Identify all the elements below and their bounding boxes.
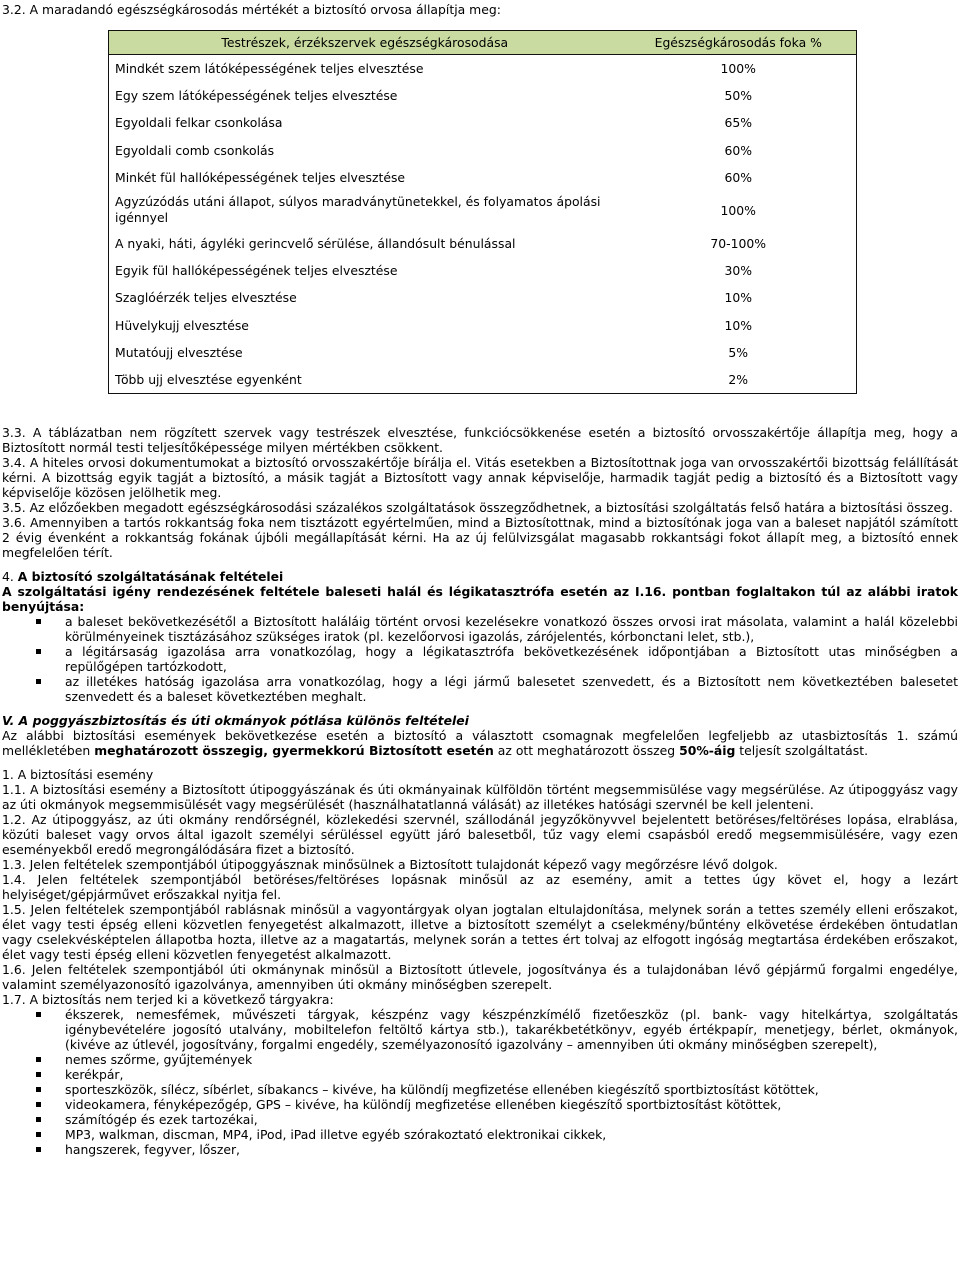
list-item <box>2 1142 958 1157</box>
paragraph-1-5: 1.5. Jelen feltételek szempontjából rablásnak minősül a vagyontárgyak olyan jogtalan eltulajdonítása, melynek során a tettes személy elleni erőszakot, élet vagy testi épség elleni közvetlen fenyegetést alkalmazott, illetve a biztosított személyt a cselekmény/bűntény elkövetése érdekében öntudatlan vagy cselekvésképtelen állapotba hozta, illetve az a magatartás, melynek során a tettes ért tolvaj az elfogott ingóság megtartása érdekében erőszakot, élet vagy testi épség elleni közvetlen fenyegetést alkalmazott. <box>2 902 958 962</box>
row-label: Agyzúzódás utáni állapot, súlyos maradványtünetekkel, és folyamatos ápolási igénnyel <box>109 191 621 229</box>
bullet-icon <box>36 679 41 684</box>
bullet-icon <box>36 1147 41 1152</box>
bullet-icon <box>36 1087 41 1092</box>
list-item <box>2 1097 958 1112</box>
row-value: 100% <box>621 191 857 229</box>
bullet-icon <box>36 1012 41 1017</box>
list-item <box>2 1082 958 1097</box>
paragraph-1-6: 1.6. Jelen feltételek szempontjából úti okmánynak minősül a Biztosított útlevele, jogosítványa és a tulajdonában lévő gépjármű forgalmi engedélye, valamint személyazonosító igazolványa, amennyiben úti okmány minőségben szerepelt. <box>2 962 958 992</box>
row-label: Egy szem látóképességének teljes elvesztése <box>109 82 621 109</box>
paragraph-1-1: 1.1. A biztosítási esemény a Biztosított útipoggyászának és úti okmányainak külföldön történt megsemmisülése vagy megsérülése. Az útipoggyász vagy az úti okmányok megsemmisülését vagy megsérülését (használhatatlanná válását) az illetékes hatósági szervnél be kell jelenteni. <box>2 782 958 812</box>
list-item-text: a légitársaság igazolása arra vonatkozólag, hogy a légikatasztrófa bekövetkezésének időpontjában a Biztosított utas minőségben a repülőgépen tartózkodott, <box>65 644 958 674</box>
table-row <box>109 55 857 82</box>
table-row <box>109 366 857 393</box>
damage-percentage-table <box>108 30 857 394</box>
row-label: Egyik fül hallóképességének teljes elvesztése <box>109 257 621 284</box>
bullet-icon <box>36 1057 41 1062</box>
section-4-heading: 4. A biztosító szolgáltatásának feltételei <box>2 569 284 584</box>
row-value: 10% <box>621 284 857 311</box>
row-label: Több ujj elvesztése egyenként <box>109 366 621 393</box>
list-item <box>2 1112 958 1127</box>
list-item <box>2 1052 958 1067</box>
row-value: 5% <box>621 339 857 366</box>
row-value: 60% <box>621 137 857 164</box>
list-item-text: MP3, walkman, discman, MP4, iPod, iPad illetve egyéb szórakoztató elektronikai cikkek, <box>65 1127 607 1142</box>
section-1-7-list <box>2 1007 958 1157</box>
table-row <box>109 257 857 284</box>
row-label: Mindkét szem látóképességének teljes elvesztése <box>109 55 621 82</box>
paragraph-1-2: 1.2. Az útipoggyász, az úti okmány rendőrségnél, közlekedési szervnél, szállodánál jegyzőkönyvvel bejelentett betöréses/feltöréses lopása, elrablása, közúti baleset vagy orvos által igazolt személyi sérüléssel együtt járó balesetből, tűz vagy elemi csapásból eredő megsemmisülésére, vagy ezen eseményekből eredő megrongálódására fizet a biztosító. <box>2 812 958 857</box>
paragraph-3-3: 3.3. A táblázatban nem rögzített szervek vagy testrészek elvesztése, funkciócsökkenése esetén a biztosító orvosszakértője állapítja meg, hogy a Biztosított normál testi teljesítőképessége milyen mértékben csökkent. <box>2 425 958 455</box>
list-item-text: hangszerek, fegyver, lőszer, <box>65 1142 240 1157</box>
table-header-damage-degree: Egészségkárosodás foka % <box>621 31 857 55</box>
list-item <box>2 1127 958 1142</box>
list-item-text: videokamera, fényképezőgép, GPS – kivéve, ha különdíj megfizetése ellenében kiegészítő sportbiztosítást kötöttek, <box>65 1097 782 1112</box>
row-value: 60% <box>621 164 857 191</box>
section-v-title: V. A poggyászbiztosítás és úti okmányok pótlása különös feltételei <box>2 713 469 728</box>
section-4-lead: A szolgáltatási igény rendezésének feltétele baleseti halál és légikatasztrófa esetén az I.16. pontban foglaltakon túl az alábbi iratok benyújtása: <box>2 584 958 614</box>
table-row <box>109 339 857 366</box>
list-item-text: ékszerek, nemesfémek, művészeti tárgyak, készpénz vagy készpénzkímélő fizetőeszköz (pl. bank- vagy hitelkártya, szolgáltatás igénybevételére jogosító utalvány, mobiltelefon feltöltő kártya stb.), takarékbetétkönyv, egyéb értékpapír, menetjegy, bérlet, okmányok, (kivéve az útlevél, jogosítvány, forgalmi engedély, személyazonosító igazolvány – amennyiben úti okmány minőségben szerepelt), <box>65 1007 958 1052</box>
list-item-text: számítógép és ezek tartozékai, <box>65 1112 258 1127</box>
paragraph-1-7: 1.7. A biztosítás nem terjed ki a következő tárgyakra: <box>2 992 334 1007</box>
row-value: 100% <box>621 55 857 82</box>
row-label: Egyoldali felkar csonkolása <box>109 109 621 136</box>
row-value: 70-100% <box>621 229 857 256</box>
bullet-icon <box>36 619 41 624</box>
list-item <box>2 644 958 674</box>
table-row <box>109 284 857 311</box>
table-header-body-parts: Testrészek, érzékszervek egészségkárosodása <box>109 31 621 55</box>
row-label: Egyoldali comb csonkolás <box>109 137 621 164</box>
table-body <box>109 55 857 394</box>
table-row <box>109 229 857 256</box>
bullet-icon <box>36 1117 41 1122</box>
paragraph-3-6: 3.6. Amennyiben a tartós rokkantság foka nem tisztázott egyértelműen, mind a Biztosítottnak, mind a biztosítónak joga van a baleset napjától számított 2 évig évenként a rokkantság fokának újbóli megállapítását kérni. Ha az új felülvizsgálat magasabb rokkantsági fokot állapít meg, a biztosító ennek megfelelően térít. <box>2 515 958 560</box>
row-label: Mutatóujj elvesztése <box>109 339 621 366</box>
row-label: Minkét fül hallóképességének teljes elvesztése <box>109 164 621 191</box>
paragraph-1-4: 1.4. Jelen feltételek szempontjából betöréses/feltöréses lopásnak minősül az az esemény, amit a tettes úgy követ el, hogy a lezárt helyiséget/gépjárművet erőszakkal nyitja fel. <box>2 872 958 902</box>
section-v-text: Az alábbi biztosítási események bekövetkezése esetén a biztosító a választott csomagnak megfelelően legfeljebb az utasbiztosítás 1. számú mellékletében meghatározott összegig, gyermekkorú Biztosított esetén az ott meghatározott összeg 50%-áig teljesít szolgáltatást. <box>2 728 958 758</box>
paragraph-1-3: 1.3. Jelen feltételek szempontjából útipoggyásznak minősülnek a Biztosított tulajdonát képező vagy megőrzésre lévő dolgok. <box>2 857 778 872</box>
bullet-icon <box>36 1102 41 1107</box>
list-item <box>2 1067 958 1082</box>
row-value: 30% <box>621 257 857 284</box>
section-heading-3-2: 3.2. A maradandó egészségkárosodás mértékét a biztosító orvosa állapítja meg: <box>2 2 501 17</box>
row-label: A nyaki, háti, ágyléki gerincvelő sérülése, állandósult bénulással <box>109 229 621 256</box>
paragraph-1: 1. A biztosítási esemény <box>2 767 154 782</box>
list-item-text: sporteszközök, sílécz, síbérlet, síbakancs – kivéve, ha különdíj megfizetése ellenében kiegészítő sportbiztosítást kötöttek, <box>65 1082 819 1097</box>
row-value: 65% <box>621 109 857 136</box>
row-value: 10% <box>621 312 857 339</box>
list-item <box>2 674 958 704</box>
table-row <box>109 137 857 164</box>
document-body <box>2 425 958 1157</box>
list-item-text: nemes szőrme, gyűjtemények <box>65 1052 253 1067</box>
section-4-title: A biztosító szolgáltatásának feltételei <box>17 569 284 584</box>
table-row <box>109 109 857 136</box>
bullet-icon <box>36 1072 41 1077</box>
table-row <box>109 191 857 229</box>
list-item-text: az illetékes hatóság igazolása arra vonatkozólag, hogy a légi jármű balesetet szenvedett, és a Biztosított nem következtében balesetet szenvedett és a baleset következtében meghalt. <box>65 674 958 704</box>
bullet-icon <box>36 1132 41 1137</box>
row-label: Szaglóérzék teljes elvesztése <box>109 284 621 311</box>
row-label: Hüvelykujj elvesztése <box>109 312 621 339</box>
table-header-row <box>109 31 857 55</box>
bullet-icon <box>36 649 41 654</box>
list-item-text: a baleset bekövetkezésétől a Biztosított haláláig történt orvosi kezelésekre vonatkozó összes orvosi irat másolata, valamint a halál közelebbi körülményeinek tisztázásához szükséges iratok (pl. kezelőorvosi igazolás, zárójelentés, kórbonctani lelet, stb.), <box>65 614 958 644</box>
list-item-text: kerékpár, <box>65 1067 124 1082</box>
table-row <box>109 82 857 109</box>
list-item <box>2 1007 958 1052</box>
section-4-list <box>2 614 958 704</box>
table-row <box>109 164 857 191</box>
paragraph-3-4: 3.4. A hiteles orvosi dokumentumokat a biztosító orvosszakértője bírálja el. Vitás esetekben a Biztosítottnak joga van orvosszakértői bizottság felállítását kérni. A bizottság egyik tagját a biztosító, a másik tagját a Biztosított vagy annak képviselője, harmadik tagját pedig a biztosító és a Biztosított vagy képviselője közösen jelölhetik meg. <box>2 455 958 500</box>
list-item <box>2 614 958 644</box>
row-value: 2% <box>621 366 857 393</box>
paragraph-3-5: 3.5. Az előzőekben megadott egészségkárosodási százalékos szolgáltatások összegződhetnek, a biztosítási szolgáltatás felső határa a biztosítási összeg. <box>2 500 953 515</box>
table-row <box>109 312 857 339</box>
row-value: 50% <box>621 82 857 109</box>
